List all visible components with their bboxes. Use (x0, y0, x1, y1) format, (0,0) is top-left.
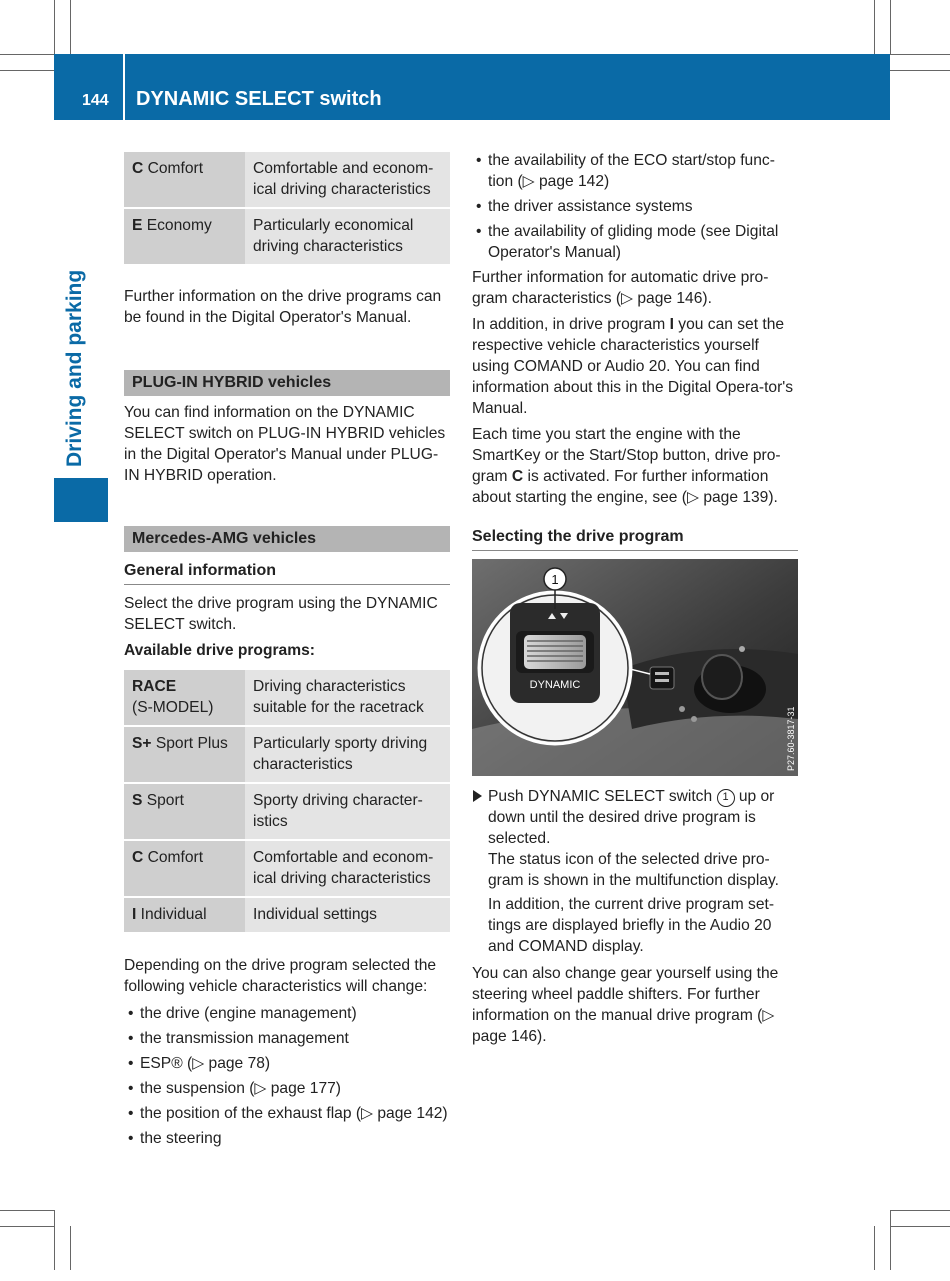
depending-text: Depending on the drive program selected the following vehicle characteristics will change: (124, 957, 437, 995)
figure-code: P27.60-3817-31 (786, 706, 796, 771)
plugin-heading: PLUG-IN HYBRID vehicles (124, 370, 450, 396)
amg-heading: Mercedes-AMG vehicles (124, 526, 450, 552)
list-item: • ESP® (▷ page 78) (124, 1053, 450, 1074)
crop-mark (890, 1210, 950, 1211)
instruction-step: Push DYNAMIC SELECT switch 1 up or down until the desired drive program is selected. The status icon of the selected drive pro-gram is shown in the multifunction display. In addition, the current drive program set-tings are displayed briefly in the Audio 20 and COMAND display. (472, 786, 798, 957)
list-item: • the steering (124, 1128, 450, 1149)
individual-text: In addition, in drive program I you can set the respective vehicle characteristics yourself using COMAND or Audio 20. You can find information about this in the Digital Opera-tor's Manual. (472, 316, 794, 417)
crop-mark (890, 70, 950, 71)
select-text: Select the drive program using the DYNAMIC SELECT switch. (124, 595, 438, 633)
console-illustration (472, 559, 798, 776)
callout-ref: 1 (717, 789, 735, 807)
program-key: S Sport (124, 783, 245, 840)
program-desc: Comfortable and econom-ical driving characteristics (245, 152, 450, 208)
table-row (124, 152, 450, 208)
table-row (124, 897, 450, 932)
program-desc: Sporty driving character-istics (245, 783, 450, 840)
crop-mark (890, 0, 891, 54)
available-label: Available drive programs: (124, 642, 315, 659)
page-title: DYNAMIC SELECT switch (136, 88, 382, 110)
left-column (124, 152, 450, 1153)
chapter-tab (54, 478, 108, 522)
crop-mark (890, 54, 950, 55)
general-info-heading: General information (124, 562, 450, 585)
step-arrow-icon (473, 790, 482, 802)
program-key: RACE (S-MODEL) (124, 670, 245, 726)
program-desc: Individual settings (245, 897, 450, 932)
table-row (124, 840, 450, 897)
program-desc: Comfortable and econom-ical driving characteristics (245, 840, 450, 897)
intro-text: Further information on the drive programs can be found in the Digital Operator's Manual. (124, 288, 442, 326)
list-item: • the position of the exhaust flap (▷ page 142) (124, 1103, 450, 1124)
table-row (124, 726, 450, 783)
program-key: C Comfort (124, 152, 245, 208)
page-header (54, 54, 890, 120)
crop-mark (0, 1210, 54, 1211)
crop-mark (0, 70, 54, 71)
program-desc: Particularly economical driving characteristics (245, 208, 450, 264)
step-extra: In addition, the current drive program set-tings are displayed briefly in the Audio 20 and COMAND display. (488, 896, 775, 955)
callout-number: 1 (551, 572, 559, 587)
program-key: E Economy (124, 208, 245, 264)
page-number: 144 (82, 92, 109, 109)
list-item: • the drive (engine management) (124, 1003, 450, 1024)
crop-mark (890, 1226, 950, 1227)
chapter-label: Driving and parking (63, 269, 86, 467)
header-divider (123, 54, 125, 120)
crop-mark (874, 0, 875, 54)
crop-mark (874, 1226, 875, 1270)
program-key: I Individual (124, 897, 245, 932)
switch-label: DYNAMIC (529, 679, 581, 691)
list-item: • the availability of the ECO start/stop func-tion (▷ page 142) (472, 150, 798, 192)
plugin-text: You can find information on the DYNAMIC SELECT switch on PLUG-IN HYBRID vehicles in the Digital Operator's Manual under PLUG-IN HYBRID operation. (124, 404, 446, 484)
crop-mark (54, 0, 55, 54)
crop-mark (890, 1210, 891, 1270)
table-row (124, 783, 450, 840)
selecting-heading: Selecting the drive program (472, 528, 798, 551)
table-row (124, 670, 450, 726)
start-engine-text: Each time you start the engine with the SmartKey or the Start/Stop button, drive pro-gram C is activated. For further information about starting the engine, see (▷ page 139). (472, 426, 781, 506)
crop-mark (70, 1226, 71, 1270)
program-desc: Particularly sporty driving characteristics (245, 726, 450, 783)
dynamic-select-photo (472, 559, 798, 776)
list-item: • the availability of gliding mode (see Digital Operator's Manual) (472, 221, 798, 263)
crop-mark (0, 1226, 54, 1227)
auto-program-text: Further information for automatic drive pro-gram characteristics (▷ page 146). (472, 269, 769, 307)
programs-table (124, 670, 450, 932)
characteristics-list-continued (472, 150, 798, 263)
list-item: • the transmission management (124, 1028, 450, 1049)
list-item: • the driver assistance systems (472, 196, 798, 217)
program-key: S+ Sport Plus (124, 726, 245, 783)
crop-mark (70, 0, 71, 54)
crop-mark (54, 1210, 55, 1270)
right-column (472, 150, 798, 1052)
program-desc: Driving characteristics suitable for the racetrack (245, 670, 450, 726)
paddle-shifter-text: You can also change gear yourself using the steering wheel paddle shifters. For further information on the manual drive program (▷ page 146). (472, 965, 779, 1045)
crop-mark (0, 54, 54, 55)
table-row (124, 208, 450, 264)
top-program-table (124, 152, 450, 264)
characteristics-list (124, 1003, 450, 1149)
list-item: • the suspension (▷ page 177) (124, 1078, 450, 1099)
program-key: C Comfort (124, 840, 245, 897)
